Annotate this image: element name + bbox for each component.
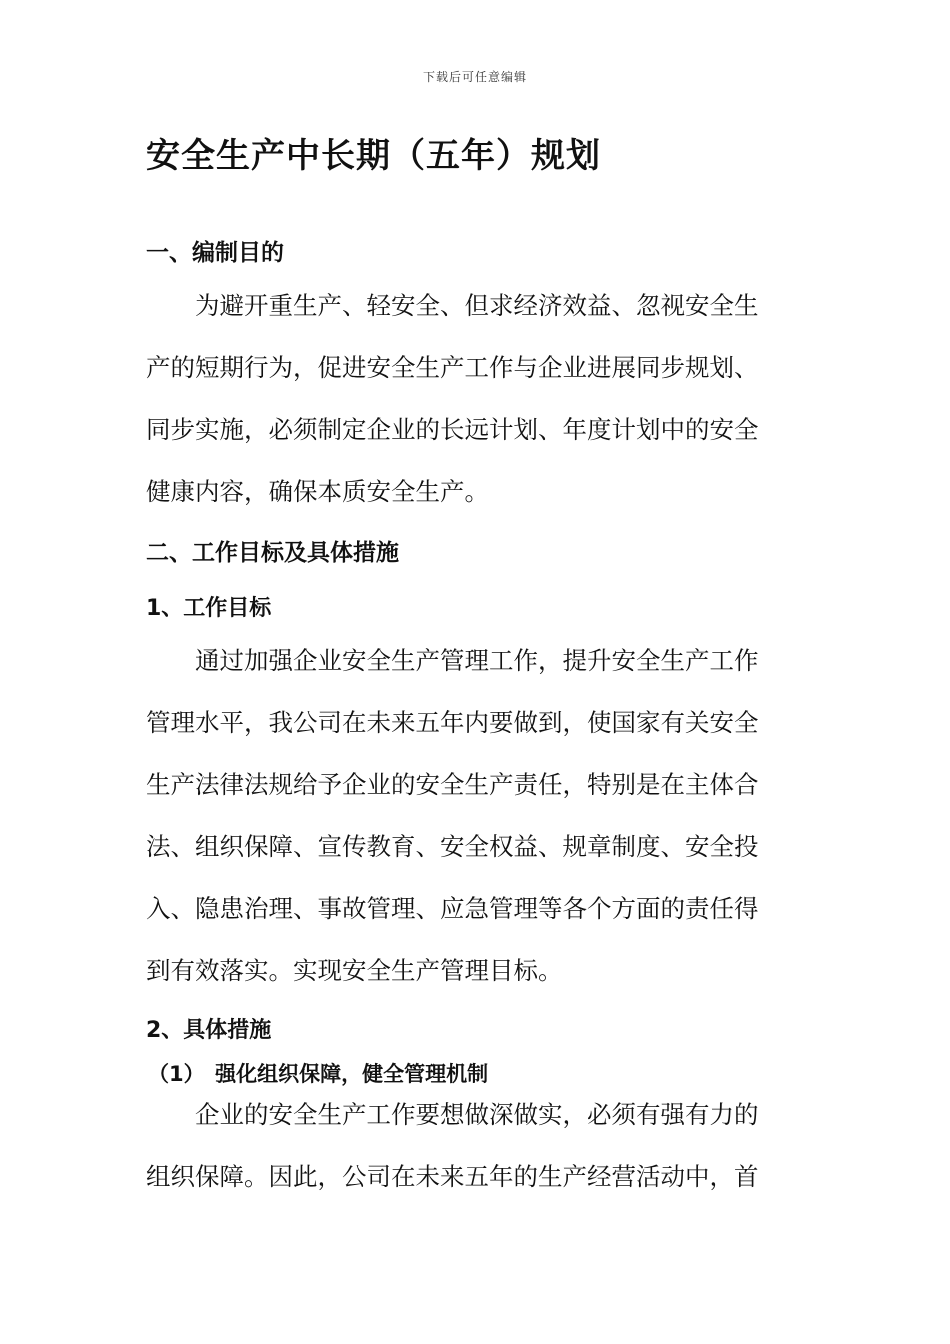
document-title: 安全生产中长期（五年）规划: [146, 136, 601, 176]
paragraph-line: 到有效落实。实现安全生产管理目标。: [146, 956, 563, 985]
paragraph-line: 产的短期行为，促进安全生产工作与企业进展同步规划、: [146, 353, 759, 382]
paragraph-line: 组织保障。因此，公司在未来五年的生产经营活动中，首: [146, 1162, 759, 1191]
paragraph-line: 同步实施，必须制定企业的长远计划、年度计划中的安全: [146, 415, 759, 444]
paragraph-line: 管理水平，我公司在未来五年内要做到，使国家有关安全: [146, 708, 759, 737]
paragraph-line: 健康内容，确保本质安全生产。: [146, 477, 489, 506]
paragraph-line: 法、组织保障、宣传教育、安全权益、规章制度、安全投: [146, 832, 759, 861]
paragraph-line: 入、隐患治理、事故管理、应急管理等各个方面的责任得: [146, 894, 759, 923]
item-heading-organization: （1） 强化组织保障，健全管理机制: [148, 1062, 489, 1086]
subsection-heading-measures: 2、具体措施: [146, 1018, 272, 1043]
paragraph-line: 企业的安全生产工作要想做深做实，必须有强有力的: [195, 1100, 759, 1129]
subsection-heading-goals: 1、工作目标: [146, 596, 272, 621]
paragraph-line: 为避开重生产、轻安全、但求经济效益、忽视安全生: [195, 291, 759, 320]
header-note: 下载后可任意编辑: [422, 70, 527, 84]
paragraph-line: 生产法律法规给予企业的安全生产责任，特别是在主体合: [146, 770, 759, 799]
section-heading-goals-measures: 二、工作目标及具体措施: [146, 540, 399, 566]
section-heading-purpose: 一、编制目的: [146, 240, 284, 266]
paragraph-line: 通过加强企业安全生产管理工作，提升安全生产工作: [195, 646, 759, 675]
